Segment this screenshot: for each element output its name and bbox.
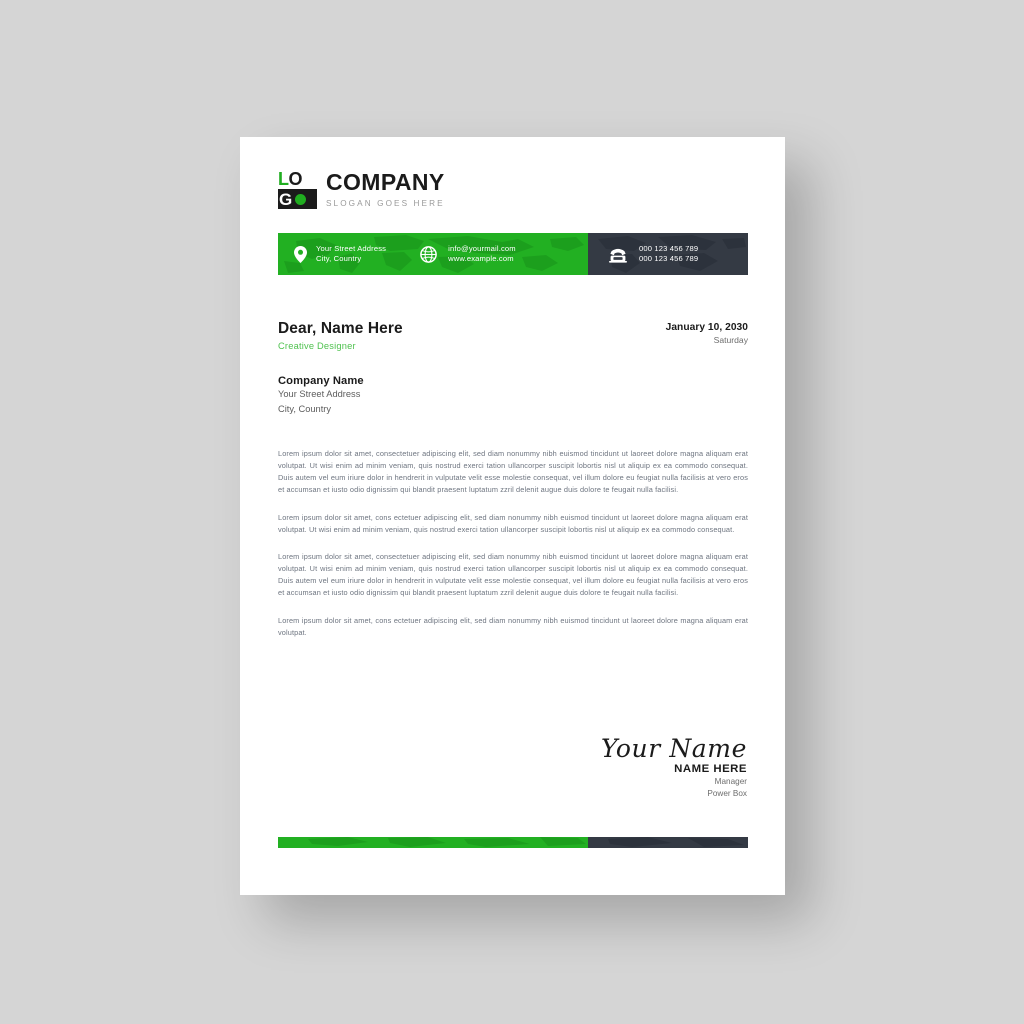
contact-bar [278,233,748,275]
contact-phone-line2: 000 123 456 789 [639,254,699,263]
logo-bottom-row [278,189,317,209]
contact-phone-line1: 000 123 456 789 [639,243,699,253]
contact-website: www.example.com [448,254,514,263]
contact-email: info@yourmail.com [448,243,516,253]
logo-top-row [278,170,302,189]
recipient-block [278,375,364,416]
telephone-icon [608,246,628,263]
letterhead-page [240,137,785,895]
logo-letter-o: O [288,169,303,189]
date-weekday: Saturday [713,335,748,345]
salutation-row [278,320,748,351]
signature-printed-name: NAME HERE [674,763,747,775]
logo-letter-g: G [279,189,292,209]
location-pin-icon [294,246,307,263]
contact-web-text [448,244,516,265]
logo-letter-l: L [278,169,289,189]
contact-address-line1: Your Street Address [316,243,387,253]
date-block [666,320,748,345]
footer-map-texture-dark [588,837,748,848]
contact-bar-dark-panel [588,233,748,275]
company-slogan: SLOGAN GOES HERE [326,199,445,208]
body-paragraph: Lorem ipsum dolor sit amet, consectetuer adipiscing elit, sed diam nonummy nibh euismod tincidunt ut laoreet dolore magna aliquam erat volutpat. Ut wisi enim ad minim veniam, quis nostrud exerci tation ullancorper suscipit lobortis nisl ut aliquip ex ea commodo consequat. Duis autem vel eum iriure dolor in hendrerit in vulputate velit esse molestie consequat, vel illum dolore eu feugiat nulla facilisis at vero eros et accumsan et iusto odio dignissim qui blandit praesent luptatum zzril delenit augue duis dolore te feugait nulla facilisi. [278,552,748,598]
contact-address-text [316,244,386,265]
contact-phone-group [608,244,698,265]
contact-address-group [294,244,386,265]
contact-web-group [420,244,516,265]
contact-bar-green-panel [278,233,588,275]
green-dot-icon [295,194,306,205]
footer-dark-panel [588,837,748,848]
brand-header [278,170,445,209]
body-paragraph: Lorem ipsum dolor sit amet, cons ectetuer adipiscing elit, sed diam nonummy nibh euismod tincidunt ut laoreet dolore magna aliquam erat volutpat. Ut wisi enim ad minim veniam, quis nostrud exerci tation ullancorper suscipit lobortis nisl ut aliquip ex ea commodo consequat. [278,512,748,534]
company-logo [278,170,317,209]
recipient-company-name: Company Name [278,375,364,387]
signature-organization: Power Box [707,789,747,799]
letter-body [278,448,748,639]
salutation-role: Creative Designer [278,341,356,351]
footer-bar [278,837,748,848]
recipient-street: Your Street Address [278,389,361,399]
signature-title: Manager [714,777,747,786]
contact-address-line2: City, Country [316,254,362,263]
body-paragraph: Lorem ipsum dolor sit amet, consectetuer adipiscing elit, sed diam nonummy nibh euismod tincidunt ut laoreet dolore magna aliquam erat volutpat. Ut wisi enim ad minim veniam, quis nostrud exerci tation ullancorper suscipit lobortis nisl ut aliquip ex ea commodo consequat. Duis autem vel eum iriure dolor in hendrerit in vulputate velit esse molestie consequat, vel illum dolore eu feugiat nulla facilisis at vero eros et accumsan et iusto odio dignissim qui blandit praesent luptatum zzril delenit augue duis dolore te feugait nulla facilisi. [278,449,748,494]
footer-map-texture [278,837,588,848]
footer-green-panel [278,837,588,848]
recipient-city: City, Country [278,403,332,414]
salutation-greeting: Dear, Name Here [278,320,403,337]
contact-phone-text [639,244,698,265]
signature-block [517,735,747,800]
body-paragraph: Lorem ipsum dolor sit amet, cons ectetuer adipiscing elit, sed diam nonummy nibh euismod tincidunt ut laoreet dolore magna aliquam erat volutpat. [278,616,748,637]
company-name-title: COMPANY [326,169,445,195]
signature-script: Your Name [600,734,747,763]
globe-icon [420,246,437,263]
salutation-block [278,320,403,351]
brand-text-block [326,170,445,208]
date-full: January 10, 2030 [665,322,748,333]
